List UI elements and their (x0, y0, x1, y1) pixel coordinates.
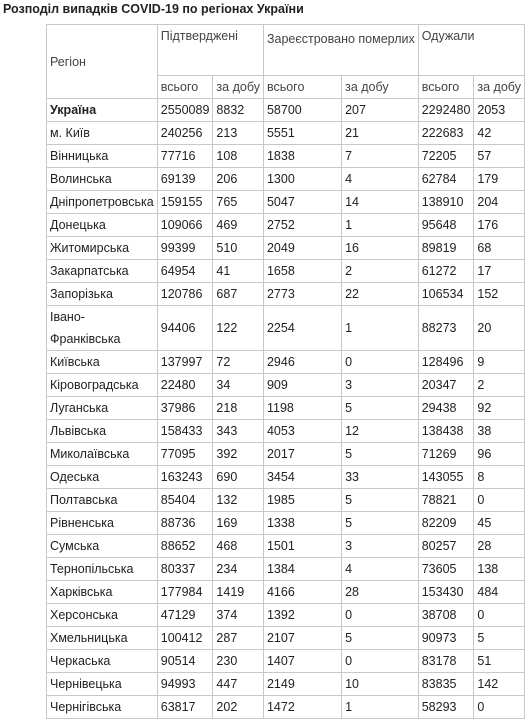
confirmed-total-cell: 22480 (157, 374, 213, 397)
deaths-daily-cell: 0 (342, 650, 419, 673)
recovered-total-cell: 153430 (418, 581, 474, 604)
confirmed-daily-cell: 234 (213, 558, 264, 581)
recovered-daily-cell: 152 (474, 283, 525, 306)
confirmed-daily-cell: 1419 (213, 581, 264, 604)
deaths-daily-cell: 4 (342, 168, 419, 191)
recovered-daily-cell: 0 (474, 696, 525, 719)
confirmed-daily-cell: 469 (213, 214, 264, 237)
table-row (47, 581, 525, 604)
table-row (47, 489, 525, 512)
deaths-total-cell: 2752 (263, 214, 341, 237)
deaths-total-cell: 1658 (263, 260, 341, 283)
recovered-daily-cell: 42 (474, 122, 525, 145)
deaths-total-cell: 1472 (263, 696, 341, 719)
recovered-daily-cell: 0 (474, 604, 525, 627)
table-row (47, 168, 525, 191)
confirmed-daily-cell: 41 (213, 260, 264, 283)
deaths-daily-cell: 10 (342, 673, 419, 696)
recovered-total-cell: 88273 (418, 306, 474, 351)
deaths-total-cell: 1985 (263, 489, 341, 512)
confirmed-total-cell: 240256 (157, 122, 213, 145)
region-cell: м. Київ (47, 122, 158, 145)
deaths-total-cell: 1338 (263, 512, 341, 535)
confirmed-total-cell: 63817 (157, 696, 213, 719)
region-cell: Житомирська (47, 237, 158, 260)
confirmed-daily-cell: 206 (213, 168, 264, 191)
confirmed-daily-cell: 218 (213, 397, 264, 420)
deaths-daily-cell: 5 (342, 489, 419, 512)
region-cell: Тернопільська (47, 558, 158, 581)
table-body (47, 99, 525, 719)
confirmed-daily-cell: 213 (213, 122, 264, 145)
confirmed-total-cell: 109066 (157, 214, 213, 237)
confirmed-daily-cell: 230 (213, 650, 264, 673)
deaths-daily-cell: 1 (342, 306, 419, 351)
deaths-daily-cell: 0 (342, 604, 419, 627)
region-column-header: Регіон (47, 25, 158, 99)
confirmed-total-cell: 177984 (157, 581, 213, 604)
recovered-daily-cell: 17 (474, 260, 525, 283)
recovered-daily-cell: 38 (474, 420, 525, 443)
confirmed-total-cell: 77095 (157, 443, 213, 466)
confirmed-daily-cell: 122 (213, 306, 264, 351)
confirmed-daily-cell: 108 (213, 145, 264, 168)
table-row (47, 306, 525, 351)
deaths-daily-cell: 5 (342, 512, 419, 535)
deaths-daily-cell: 5 (342, 397, 419, 420)
confirmed-daily-header: за добу (213, 76, 264, 99)
region-cell: Чернігівська (47, 696, 158, 719)
deaths-daily-cell: 5 (342, 627, 419, 650)
deaths-total-cell: 2107 (263, 627, 341, 650)
region-cell: Івано-​Франківська (47, 306, 158, 351)
confirmed-total-cell: 69139 (157, 168, 213, 191)
recovered-total-cell: 2292480 (418, 99, 474, 122)
deaths-daily-cell: 1 (342, 214, 419, 237)
table-row (47, 214, 525, 237)
recovered-total-cell: 138910 (418, 191, 474, 214)
recovered-total-cell: 90973 (418, 627, 474, 650)
deaths-daily-cell: 5 (342, 443, 419, 466)
deaths-daily-cell: 4 (342, 558, 419, 581)
confirmed-total-header: всього (157, 76, 213, 99)
region-cell: Вінницька (47, 145, 158, 168)
table-row (47, 650, 525, 673)
confirmed-daily-cell: 132 (213, 489, 264, 512)
recovered-total-cell: 222683 (418, 122, 474, 145)
table-row (47, 191, 525, 214)
confirmed-daily-cell: 202 (213, 696, 264, 719)
deaths-daily-cell: 21 (342, 122, 419, 145)
region-cell: Полтавська (47, 489, 158, 512)
deaths-total-cell: 1198 (263, 397, 341, 420)
deaths-total-cell: 2773 (263, 283, 341, 306)
table-row (47, 443, 525, 466)
table-row (47, 420, 525, 443)
table-row (47, 283, 525, 306)
recovered-daily-cell: 57 (474, 145, 525, 168)
deaths-total-cell: 2017 (263, 443, 341, 466)
recovered-daily-cell: 8 (474, 466, 525, 489)
recovered-total-cell: 80257 (418, 535, 474, 558)
deaths-total-cell: 5551 (263, 122, 341, 145)
region-cell: Херсонська (47, 604, 158, 627)
deaths-total-cell: 2049 (263, 237, 341, 260)
recovered-total-cell: 82209 (418, 512, 474, 535)
recovered-total-cell: 78821 (418, 489, 474, 512)
region-cell: Дніпропетровська (47, 191, 158, 214)
table-row (47, 374, 525, 397)
recovered-total-cell: 138438 (418, 420, 474, 443)
table-row (47, 351, 525, 374)
deaths-daily-cell: 0 (342, 351, 419, 374)
table-row (47, 99, 525, 122)
recovered-total-cell: 38708 (418, 604, 474, 627)
confirmed-total-cell: 94406 (157, 306, 213, 351)
recovered-total-cell: 71269 (418, 443, 474, 466)
recovered-daily-cell: 2 (474, 374, 525, 397)
table-header-row-groups (47, 25, 525, 76)
confirmed-total-cell: 163243 (157, 466, 213, 489)
table-row (47, 673, 525, 696)
confirmed-daily-cell: 343 (213, 420, 264, 443)
region-cell: Львівська (47, 420, 158, 443)
confirmed-total-cell: 120786 (157, 283, 213, 306)
table-row (47, 512, 525, 535)
deaths-daily-cell: 14 (342, 191, 419, 214)
recovered-daily-cell: 176 (474, 214, 525, 237)
confirmed-total-cell: 88736 (157, 512, 213, 535)
confirmed-total-cell: 37986 (157, 397, 213, 420)
table-row (47, 145, 525, 168)
deaths-total-cell: 1300 (263, 168, 341, 191)
confirmed-total-cell: 90514 (157, 650, 213, 673)
table-row (47, 696, 525, 719)
recovered-daily-cell: 484 (474, 581, 525, 604)
recovered-total-cell: 61272 (418, 260, 474, 283)
recovered-total-cell: 73605 (418, 558, 474, 581)
deaths-total-header: всього (263, 76, 341, 99)
region-cell: Донецька (47, 214, 158, 237)
deaths-total-cell: 58700 (263, 99, 341, 122)
region-cell: Рівненська (47, 512, 158, 535)
table-row (47, 604, 525, 627)
recovered-total-header: всього (418, 76, 474, 99)
table-row (47, 558, 525, 581)
recovered-daily-cell: 5 (474, 627, 525, 650)
page-title: Розподіл випадків COVID-19 по регіонах України (3, 2, 304, 16)
confirmed-total-cell: 159155 (157, 191, 213, 214)
recovered-total-cell: 20347 (418, 374, 474, 397)
deaths-daily-cell: 3 (342, 374, 419, 397)
confirmed-daily-cell: 72 (213, 351, 264, 374)
covid-regions-table (46, 24, 525, 719)
region-cell: Запорізька (47, 283, 158, 306)
recovered-group-header: Одужали (418, 25, 524, 76)
recovered-daily-cell: 179 (474, 168, 525, 191)
recovered-total-cell: 62784 (418, 168, 474, 191)
confirmed-daily-cell: 468 (213, 535, 264, 558)
deaths-daily-cell: 207 (342, 99, 419, 122)
confirmed-total-cell: 137997 (157, 351, 213, 374)
recovered-daily-cell: 138 (474, 558, 525, 581)
confirmed-daily-cell: 34 (213, 374, 264, 397)
deaths-total-cell: 2946 (263, 351, 341, 374)
region-cell: Київська (47, 351, 158, 374)
confirmed-daily-cell: 287 (213, 627, 264, 650)
confirmed-total-cell: 94993 (157, 673, 213, 696)
deaths-daily-cell: 22 (342, 283, 419, 306)
deaths-total-cell: 2149 (263, 673, 341, 696)
recovered-daily-cell: 92 (474, 397, 525, 420)
deaths-daily-cell: 16 (342, 237, 419, 260)
recovered-total-cell: 58293 (418, 696, 474, 719)
deaths-total-cell: 1407 (263, 650, 341, 673)
deaths-total-cell: 5047 (263, 191, 341, 214)
recovered-daily-header: за добу (474, 76, 525, 99)
confirmed-total-cell: 47129 (157, 604, 213, 627)
region-cell: Харківська (47, 581, 158, 604)
region-cell: Хмельницька (47, 627, 158, 650)
confirmed-daily-cell: 8832 (213, 99, 264, 122)
recovered-total-cell: 106534 (418, 283, 474, 306)
recovered-total-cell: 83178 (418, 650, 474, 673)
deaths-daily-cell: 3 (342, 535, 419, 558)
confirmed-total-cell: 85404 (157, 489, 213, 512)
table-row (47, 535, 525, 558)
deaths-total-cell: 1838 (263, 145, 341, 168)
deaths-total-cell: 4053 (263, 420, 341, 443)
deaths-daily-cell: 33 (342, 466, 419, 489)
recovered-daily-cell: 96 (474, 443, 525, 466)
table-row (47, 122, 525, 145)
deaths-total-cell: 909 (263, 374, 341, 397)
region-cell: Україна (47, 99, 158, 122)
confirmed-total-cell: 77716 (157, 145, 213, 168)
deaths-daily-header: за добу (342, 76, 419, 99)
deaths-total-cell: 4166 (263, 581, 341, 604)
deaths-group-header: Зареєстровано померлих (263, 25, 418, 76)
region-cell: Чернівецька (47, 673, 158, 696)
recovered-daily-cell: 2053 (474, 99, 525, 122)
region-cell: Одеська (47, 466, 158, 489)
recovered-daily-cell: 28 (474, 535, 525, 558)
recovered-daily-cell: 51 (474, 650, 525, 673)
recovered-total-cell: 143055 (418, 466, 474, 489)
region-cell: Миколаївська (47, 443, 158, 466)
region-cell: Луганська (47, 397, 158, 420)
deaths-total-cell: 1392 (263, 604, 341, 627)
confirmed-daily-cell: 510 (213, 237, 264, 260)
confirmed-total-cell: 99399 (157, 237, 213, 260)
recovered-total-cell: 72205 (418, 145, 474, 168)
deaths-total-cell: 3454 (263, 466, 341, 489)
confirmed-total-cell: 158433 (157, 420, 213, 443)
confirmed-total-cell: 64954 (157, 260, 213, 283)
deaths-daily-cell: 7 (342, 145, 419, 168)
table-row (47, 627, 525, 650)
confirmed-group-header: Підтверджені (157, 25, 263, 76)
table-row (47, 466, 525, 489)
confirmed-daily-cell: 374 (213, 604, 264, 627)
recovered-daily-cell: 20 (474, 306, 525, 351)
confirmed-daily-cell: 690 (213, 466, 264, 489)
recovered-daily-cell: 68 (474, 237, 525, 260)
recovered-daily-cell: 142 (474, 673, 525, 696)
confirmed-total-cell: 100412 (157, 627, 213, 650)
confirmed-total-cell: 2550089 (157, 99, 213, 122)
recovered-total-cell: 29438 (418, 397, 474, 420)
region-cell: Закарпатська (47, 260, 158, 283)
recovered-daily-cell: 45 (474, 512, 525, 535)
recovered-daily-cell: 204 (474, 191, 525, 214)
table-row (47, 260, 525, 283)
recovered-total-cell: 128496 (418, 351, 474, 374)
confirmed-daily-cell: 447 (213, 673, 264, 696)
region-cell: Сумська (47, 535, 158, 558)
confirmed-daily-cell: 765 (213, 191, 264, 214)
region-cell: Черкаська (47, 650, 158, 673)
region-cell: Волинська (47, 168, 158, 191)
deaths-daily-cell: 1 (342, 696, 419, 719)
recovered-daily-cell: 9 (474, 351, 525, 374)
confirmed-daily-cell: 392 (213, 443, 264, 466)
deaths-daily-cell: 2 (342, 260, 419, 283)
recovered-total-cell: 95648 (418, 214, 474, 237)
confirmed-daily-cell: 169 (213, 512, 264, 535)
table-row (47, 397, 525, 420)
deaths-total-cell: 1384 (263, 558, 341, 581)
confirmed-total-cell: 88652 (157, 535, 213, 558)
deaths-total-cell: 2254 (263, 306, 341, 351)
table-row (47, 237, 525, 260)
confirmed-total-cell: 80337 (157, 558, 213, 581)
region-cell: Кіровоградська (47, 374, 158, 397)
recovered-total-cell: 83835 (418, 673, 474, 696)
recovered-daily-cell: 0 (474, 489, 525, 512)
deaths-daily-cell: 28 (342, 581, 419, 604)
confirmed-daily-cell: 687 (213, 283, 264, 306)
recovered-total-cell: 89819 (418, 237, 474, 260)
deaths-daily-cell: 12 (342, 420, 419, 443)
deaths-total-cell: 1501 (263, 535, 341, 558)
